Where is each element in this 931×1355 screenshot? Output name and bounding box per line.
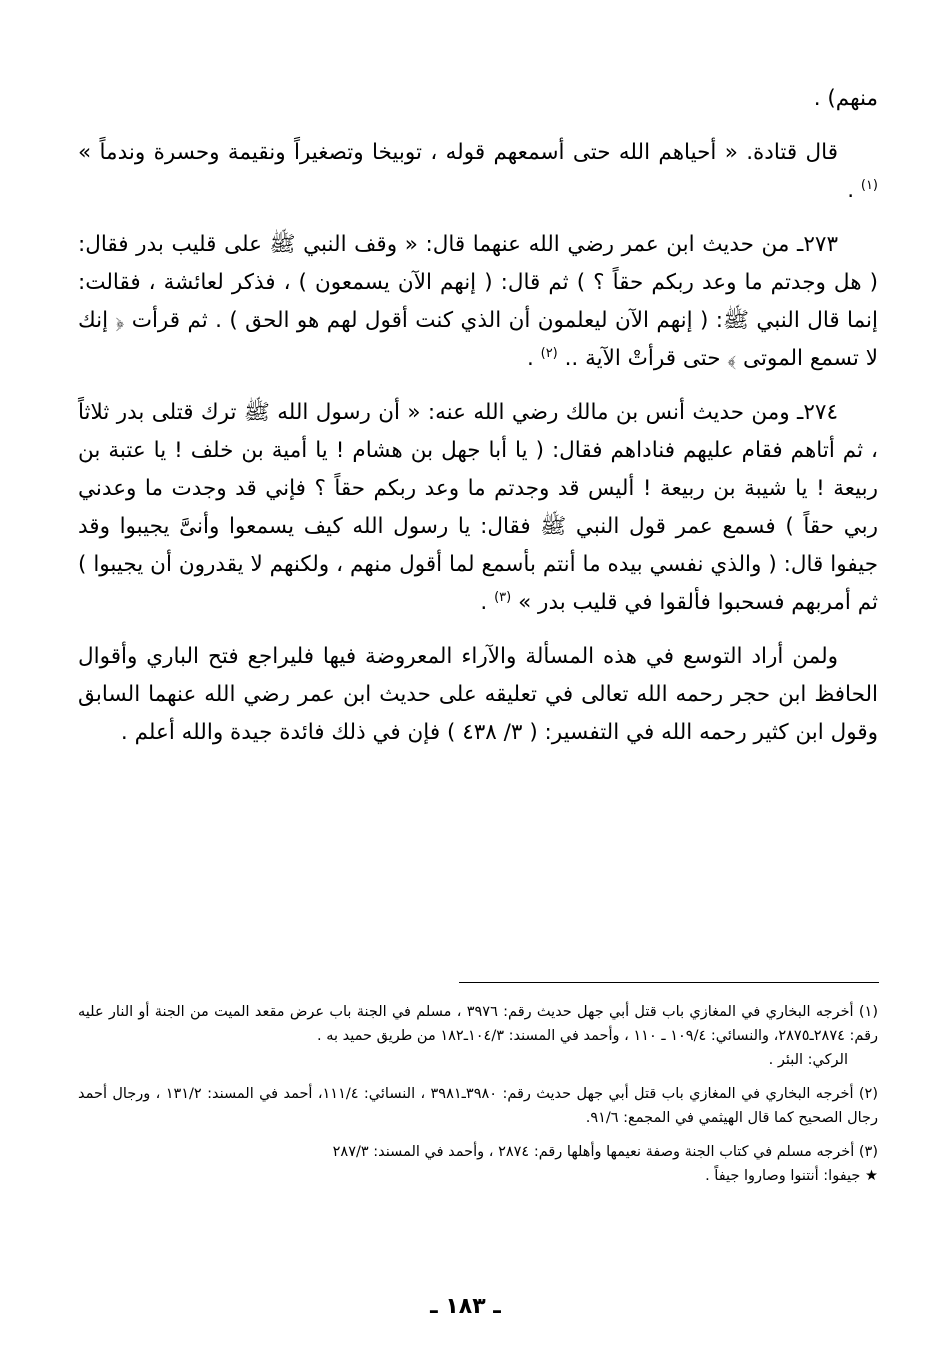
paragraph-hadith-274	[78, 394, 878, 622]
footnote-2	[78, 1082, 878, 1130]
paragraph-hadith-273	[78, 226, 878, 378]
paragraph-text: ولمن أراد التوسع في هذه المسألة والآراء المعروضة فيها فليراجع فتح الباري وأقوال الحافظ ابن حجر رحمه الله تعالى في تعليقه على حديث ابن عمر رضي الله عنهما السابق وقول ابن كثير رحمه الله في التفسير: ( ٣/ ٤٣٨ ) فإن في ذلك فائدة جيدة والله أعلم .	[78, 644, 878, 745]
footnote-3	[78, 1140, 878, 1164]
paragraph-qatada	[78, 134, 878, 210]
footnote-text: (٣) أخرجه مسلم في كتاب الجنة وصفة نعيمها وأهلها رقم: ٢٨٧٤ ، وأحمد في المسند: ٢٨٧/٣	[332, 1144, 878, 1160]
footnote-separator	[459, 982, 879, 983]
footnote-text: (٢) أخرجه البخاري في المغازي باب قتل أبي جهل حديث رقم: ٣٩٨٠ـ٣٩٨١ ، النسائي: ١١١/٤، أحمد في المسند: ١٣١/٢ ، ورجال أحمد رجال الصحيح كما قال الهيثمي في المجمع: ٩١/٦.	[78, 1086, 878, 1126]
footnote-ref: (٢)	[540, 345, 558, 361]
page-number: ـ ١٨٣ ـ	[430, 1294, 501, 1319]
footnote-text: (١) أخرجه البخاري في المغازي باب قتل أبي جهل حديث رقم: ٣٩٧٦ ، مسلم في الجنة باب عرض مقعد الميت من الجنة أو النار عليه رقم: ٢٨٧٤ـ٢٨٧٥، والنسائي: ١٠٩/٤ ـ ١١٠ ، وأحمد في المسند: ١٠٤/٣ـ١٨٢ من طريق حميد به .	[78, 1004, 878, 1044]
paragraph-text: قال قتادة. « أحياهم الله حتى أسمعهم قوله ، توبيخا وتصغيراً ونقيمة وحسرة وندماً »	[78, 140, 838, 165]
paragraph-text: ٢٧٤ـ ومن حديث أنس بن مالك رضي الله عنه: « أن رسول الله ﷺ ترك قتلى بدر ثلاثاً ، ثم أتاهم فقام عليهم فناداهم فقال: ( يا أبا جهل بن هشام ! يا أمية بن خلف ! يا عتبة بن ربيعة ! يا شيبة بن ربيعة ! أليس قد وجدتم ما وعد ربكم حقاً ؟ فإني قد وجدت ما وعدني ربي حقاً ) فسمع عمر قول النبي ﷺ فقال: يا رسول الله كيف يسمعوا وأنىَّ يجيبوا وقد جيفوا قال: ( والذي نفسي بيده ما أنتم بأسمع لما أقول منهم ، ولكنهم لا يقدرون أن يجيبوا ) ثم أمربهم فسحبوا فألقوا في قليب بدر »	[78, 400, 878, 615]
paragraph-tail: .	[526, 346, 541, 371]
footnote-ref: (٣)	[494, 589, 512, 605]
paragraph-tail: .	[480, 590, 495, 615]
footnote-gloss: الركي: البئر .	[768, 1052, 848, 1068]
paragraph-continuation	[78, 80, 878, 118]
paragraph-text: منهم) .	[813, 86, 878, 111]
paragraph-tail: .	[847, 178, 861, 203]
footnote-ref: (١)	[860, 177, 878, 193]
footnotes	[78, 1000, 878, 1188]
paragraph-conclusion	[78, 638, 878, 752]
footnote-1	[78, 1000, 878, 1072]
main-text	[78, 80, 878, 768]
paragraph-text: ٢٧٣ـ من حديث ابن عمر رضي الله عنهما قال: « وقف النبي ﷺ على قليب بدر فقال: ( هل وجدتم ما وعد ربكم حقاً ؟ ) ثم قال: ( إنهم الآن يسمعون ) ، فذكر لعائشة ، فقالت: إنما قال النبي ﷺ: ( إنهم الآن ليعلمون أن الذي كنت أقول لهم هو الحق ) . ثم قرأت ﴿ إنك لا تسمع الموتى ﴾ حتى قرأتْ الآية ..	[78, 232, 878, 371]
star-note: ★ جيفوا: أنتنوا وصاروا جيفاً .	[705, 1168, 878, 1184]
